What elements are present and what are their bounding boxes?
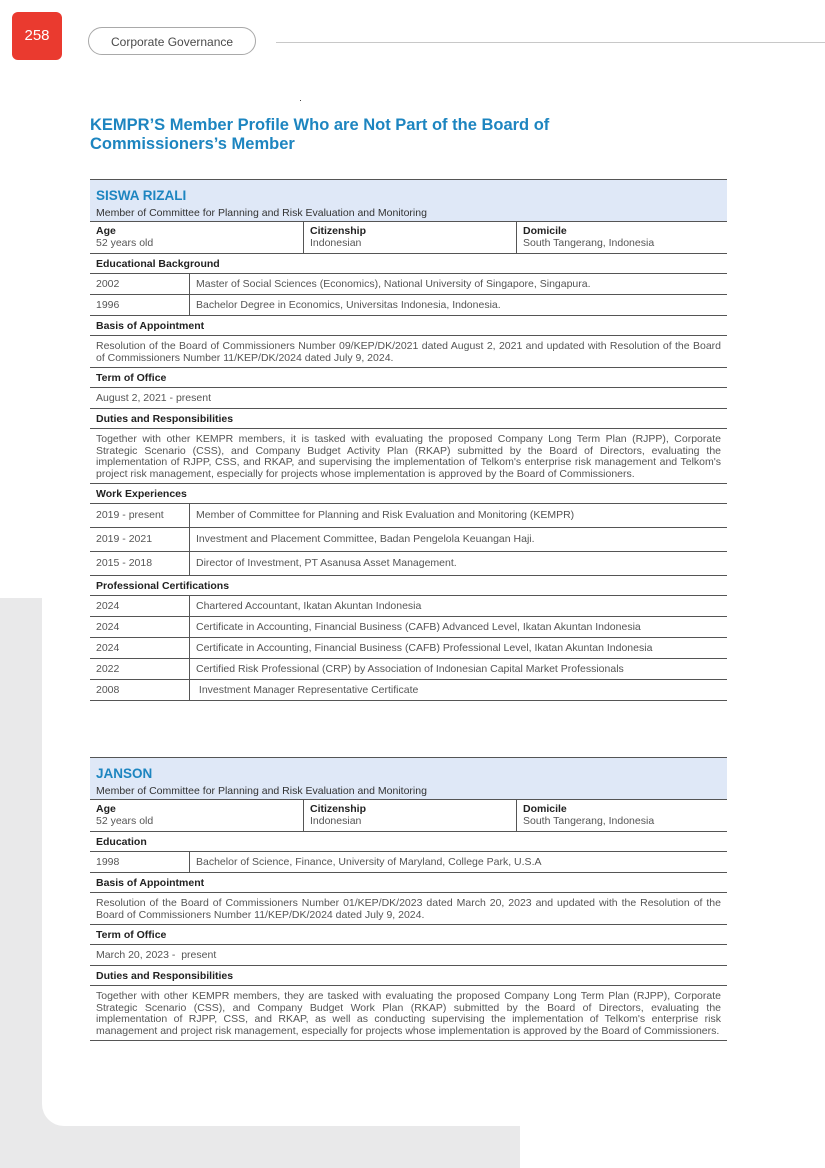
- work-text: Member of Committee for Planning and Risk Evaluation and Monitoring (KEMPR): [196, 509, 575, 521]
- certification-text: Chartered Accountant, Ikatan Akuntan Indonesia: [196, 600, 422, 612]
- domicile-value: South Tangerang, Indonesia: [523, 815, 655, 827]
- certification-year: 2008: [90, 680, 190, 700]
- profile-role: Member of Committee for Planning and Risk Evaluation and Monitoring: [96, 785, 427, 797]
- education-row: [90, 295, 727, 316]
- certification-text: Certified Risk Professional (CRP) by Association of Indonesian Capital Market Professionals: [196, 663, 624, 675]
- certification-row: [90, 596, 727, 617]
- certification-row: [90, 638, 727, 659]
- page-number-badge: 258: [12, 12, 62, 60]
- citizenship-value: Indonesian: [310, 237, 362, 249]
- header-divider: [276, 42, 825, 43]
- certification-row: [90, 659, 727, 680]
- work-row: [90, 504, 727, 528]
- background-gray-lower: [40, 1126, 510, 1168]
- certification-year: 2024: [90, 638, 190, 658]
- profile-siswa-rizali: [90, 179, 727, 701]
- page-title-line-2: Commissioners’s Member: [90, 135, 295, 153]
- certification-text: Certificate in Accounting, Financial Business (CAFB) Professional Level, Ikatan Akuntan Indonesia: [196, 642, 653, 654]
- education-heading: Educational Background: [90, 254, 727, 274]
- age-cell: [90, 800, 303, 831]
- education-year: 1996: [90, 295, 190, 315]
- citizenship-cell: [303, 800, 516, 831]
- certification-text: Certificate in Accounting, Financial Business (CAFB) Advanced Level, Ikatan Akuntan Indonesia: [196, 621, 641, 633]
- certification-text: Investment Manager Representative Certificate: [196, 684, 419, 696]
- work-period: 2019 - present: [90, 504, 190, 527]
- profile-name: JANSON: [96, 766, 153, 781]
- certification-year: 2022: [90, 659, 190, 679]
- domicile-value: South Tangerang, Indonesia: [523, 237, 655, 249]
- work-text: Director of Investment, PT Asanusa Asset Management.: [196, 557, 457, 569]
- education-year: 1998: [90, 852, 190, 872]
- duties-heading: Duties and Responsibilities: [90, 966, 727, 986]
- term-value: August 2, 2021 - present: [90, 388, 727, 409]
- appointment-text: Resolution of the Board of Commissioners Number 01/KEP/DK/2023 dated March 20, 2023 and updated with the Resolution of the Board of Commissioners Number 11/KEP/DK/2024 dated July 9, 2024.: [90, 893, 727, 925]
- certification-year: 2024: [90, 596, 190, 616]
- duties-heading: Duties and Responsibilities: [90, 409, 727, 429]
- education-year: 2002: [90, 274, 190, 294]
- appointment-text: Resolution of the Board of Commissioners Number 09/KEP/DK/2021 dated August 2, 2021 and updated with Resolution of the Board of Commissioners Number 11/KEP/DK/2024 dated July 9, 2024.: [90, 336, 727, 368]
- domicile-label: Domicile: [523, 225, 567, 237]
- age-cell: [90, 222, 303, 253]
- domicile-cell: [516, 800, 727, 831]
- age-label: Age: [96, 225, 116, 237]
- work-period: 2019 - 2021: [90, 528, 190, 551]
- work-period: 2015 - 2018: [90, 552, 190, 575]
- work-text: Investment and Placement Committee, Badan Pengelola Keuangan Haji.: [196, 533, 535, 545]
- education-heading: Education: [90, 832, 727, 852]
- education-row: [90, 852, 727, 873]
- domicile-label: Domicile: [523, 803, 567, 815]
- certifications-heading: Professional Certifications: [90, 576, 727, 596]
- profile-info-row: [90, 221, 727, 254]
- education-row: [90, 274, 727, 295]
- age-label: Age: [96, 803, 116, 815]
- profile-role: Member of Committee for Planning and Risk Evaluation and Monitoring: [96, 207, 427, 219]
- domicile-cell: [516, 222, 727, 253]
- profile-name: SISWA RIZALI: [96, 188, 187, 203]
- term-value: March 20, 2023 - present: [90, 945, 727, 966]
- citizenship-cell: [303, 222, 516, 253]
- work-row: [90, 552, 727, 576]
- profile-name-block: [90, 757, 727, 799]
- page-title: [90, 116, 650, 154]
- duties-text: Together with other KEMPR members, they are tasked with evaluating the proposed Company Long Term Plan (RJPP), Corporate Strategic Scenario (CSS), and Company Budget Work Plan (RKAP) submitted by the Board of Directors, evaluating the implementation of RJPP, CSS, and RKAP, as well as conducting supervising the implementation of Telkom's enterprise risk management and project risk management, especially for projects whose implementation is approved by the Board of Commissioners.: [90, 986, 727, 1041]
- term-heading: Term of Office: [90, 368, 727, 388]
- education-text: Bachelor of Science, Finance, University of Maryland, College Park, U.S.A: [196, 856, 542, 868]
- duties-text: Together with other KEMPR members, it is tasked with evaluating the proposed Company Long Term Plan (RJPP), Corporate Strategic Scenario (CSS), and Company Budget Activity Plan (RKAP) submitted by the Board of Directors, evaluating the implementation of RJPP, CSS, and RKAP, and supervising the implementation of Telkom's enterprise risk management and Telkom's project risk management, especially for projects whose implementation is approved by the Board of Commissioners.: [90, 429, 727, 484]
- citizenship-value: Indonesian: [310, 815, 362, 827]
- age-value: 52 years old: [96, 815, 154, 827]
- section-label: Corporate Governance: [88, 27, 256, 55]
- appointment-heading: Basis of Appointment: [90, 316, 727, 336]
- page-title-line-1: KEMPR’S Member Profile Who are Not Part of the Board of: [90, 116, 550, 134]
- education-text: Bachelor Degree in Economics, Universitas Indonesia, Indonesia.: [196, 299, 501, 311]
- profile-janson: [90, 757, 727, 1041]
- certification-year: 2024: [90, 617, 190, 637]
- education-text: Master of Social Sciences (Economics), National University of Singapore, Singapura.: [196, 278, 591, 290]
- certification-row: [90, 617, 727, 638]
- profile-name-block: [90, 179, 727, 221]
- work-row: [90, 528, 727, 552]
- work-heading: Work Experiences: [90, 484, 727, 504]
- stray-dot: [300, 100, 301, 101]
- profile-info-row: [90, 799, 727, 832]
- citizenship-label: Citizenship: [310, 225, 367, 237]
- certification-row: [90, 680, 727, 701]
- term-heading: Term of Office: [90, 925, 727, 945]
- age-value: 52 years old: [96, 237, 154, 249]
- citizenship-label: Citizenship: [310, 803, 367, 815]
- appointment-heading: Basis of Appointment: [90, 873, 727, 893]
